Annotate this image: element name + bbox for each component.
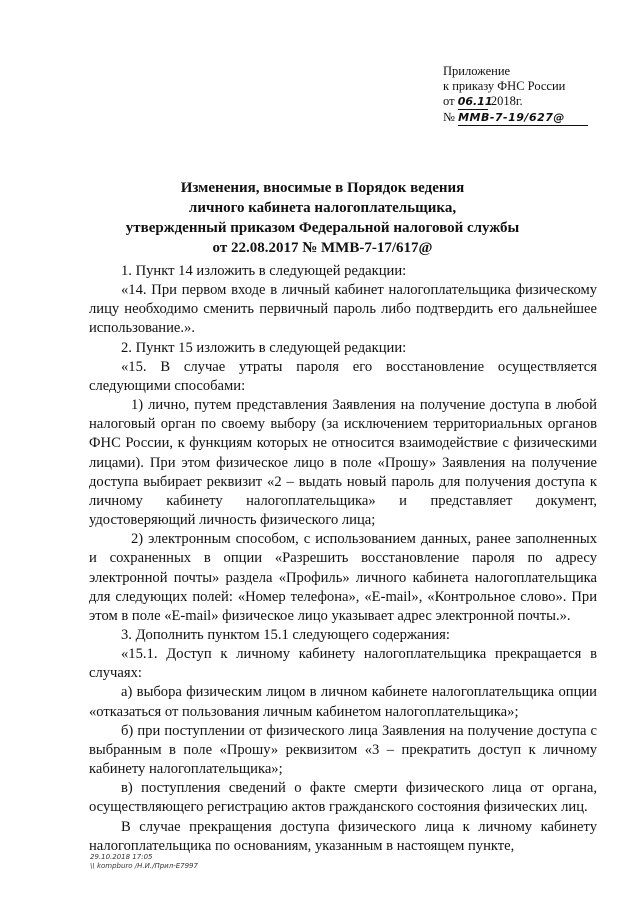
paragraph: 2. Пункт 15 изложить в следующей редакции:	[121, 339, 407, 356]
paragraph: б) при поступлении от физического лица Заявления на получение доступа с выбранным в поле «Прошу» реквизитом «3 – прекратить доступ к личному кабинету налогоплательщика»;	[89, 722, 597, 778]
paragraph: 1. Пункт 14 изложить в следующей редакции:	[121, 263, 407, 279]
title-line: личного кабинета налогоплательщика,	[188, 200, 457, 216]
print-footer	[90, 853, 198, 871]
appendix-label: Приложение	[443, 64, 511, 78]
paragraph: 3. Дополнить пунктом 15.1 следующего содержания:	[121, 626, 450, 643]
paragraph: «15. В случае утраты пароля его восстановление осуществляется следующими способами:	[89, 358, 597, 394]
paragraph: в) поступления сведений о факте смерти физического лица от органа, осуществляющего регистрацию актов гражданского состояния физических лиц.	[89, 780, 597, 816]
paragraph: В случае прекращения доступа физического лица к личному кабинету налогоплательщика по основаниям, указанным в настоящем пункте,	[89, 818, 597, 854]
title-line: от 22.08.2017 № ММВ-7-17/617@	[212, 240, 433, 256]
paragraph: 1) лично, путем представления Заявления на получение доступа в любой налоговый орган по своему выбору (за исключением территориальных органов ФНС России, к функциям которых не относится взаимодействие с физическими лицами). При этом физическое лицо в поле «Прошу» Заявления на получение доступа выбирает реквизит «2 – выдать новый пароль для получения доступа к личному кабинету налогоплательщика» и представляет документ, удостоверяющий личность физического лица;	[89, 397, 597, 529]
title-line: утвержденный приказом Федеральной налоговой службы	[125, 220, 520, 236]
date-prefix: от	[443, 94, 455, 108]
appendix-header	[443, 64, 588, 126]
date-year: 2018г.	[490, 94, 523, 108]
print-timestamp: 29.10.2018 17:05	[90, 853, 153, 861]
document-body	[89, 262, 597, 856]
number-prefix: №	[443, 110, 455, 124]
order-number	[443, 110, 588, 126]
paragraph: «14. При первом входе в личный кабинет налогоплательщика физическому лицу необходимо сменить первичный пароль либо подтвердить его дальнейшее использование.».	[89, 282, 597, 337]
handwritten-date: 06.11	[457, 95, 493, 108]
paragraph: «15.1. Доступ к личному кабинету налогоплательщика прекращается в случаях:	[89, 646, 597, 682]
title-line: Изменения, вносимые в Порядок ведения	[180, 180, 465, 196]
print-path: \\ kompburo /Н.И./Прил-Е7997	[90, 862, 198, 870]
paragraph: а) выбора физическим лицом в личном кабинете налогоплательщика опции «отказаться от пользования личным кабинетом налогоплательщика»;	[89, 684, 597, 720]
handwritten-number: ММВ-7-19/627@	[458, 110, 588, 126]
paragraph: 2) электронным способом, с использованием данных, ранее заполненных и сохраненных в опции «Разрешить восстановление пароля по адресу электронной почты» раздела «Профиль» личного кабинета налогоплательщика для следующих полей: «Номер телефона», «E-mail», «Контрольное слово». При этом в поле «E-mail» физическое лицо указывает адрес электронной почты.».	[89, 531, 597, 624]
document-title	[90, 178, 555, 258]
order-date	[443, 94, 588, 110]
order-reference: к приказу ФНС России	[443, 79, 566, 93]
